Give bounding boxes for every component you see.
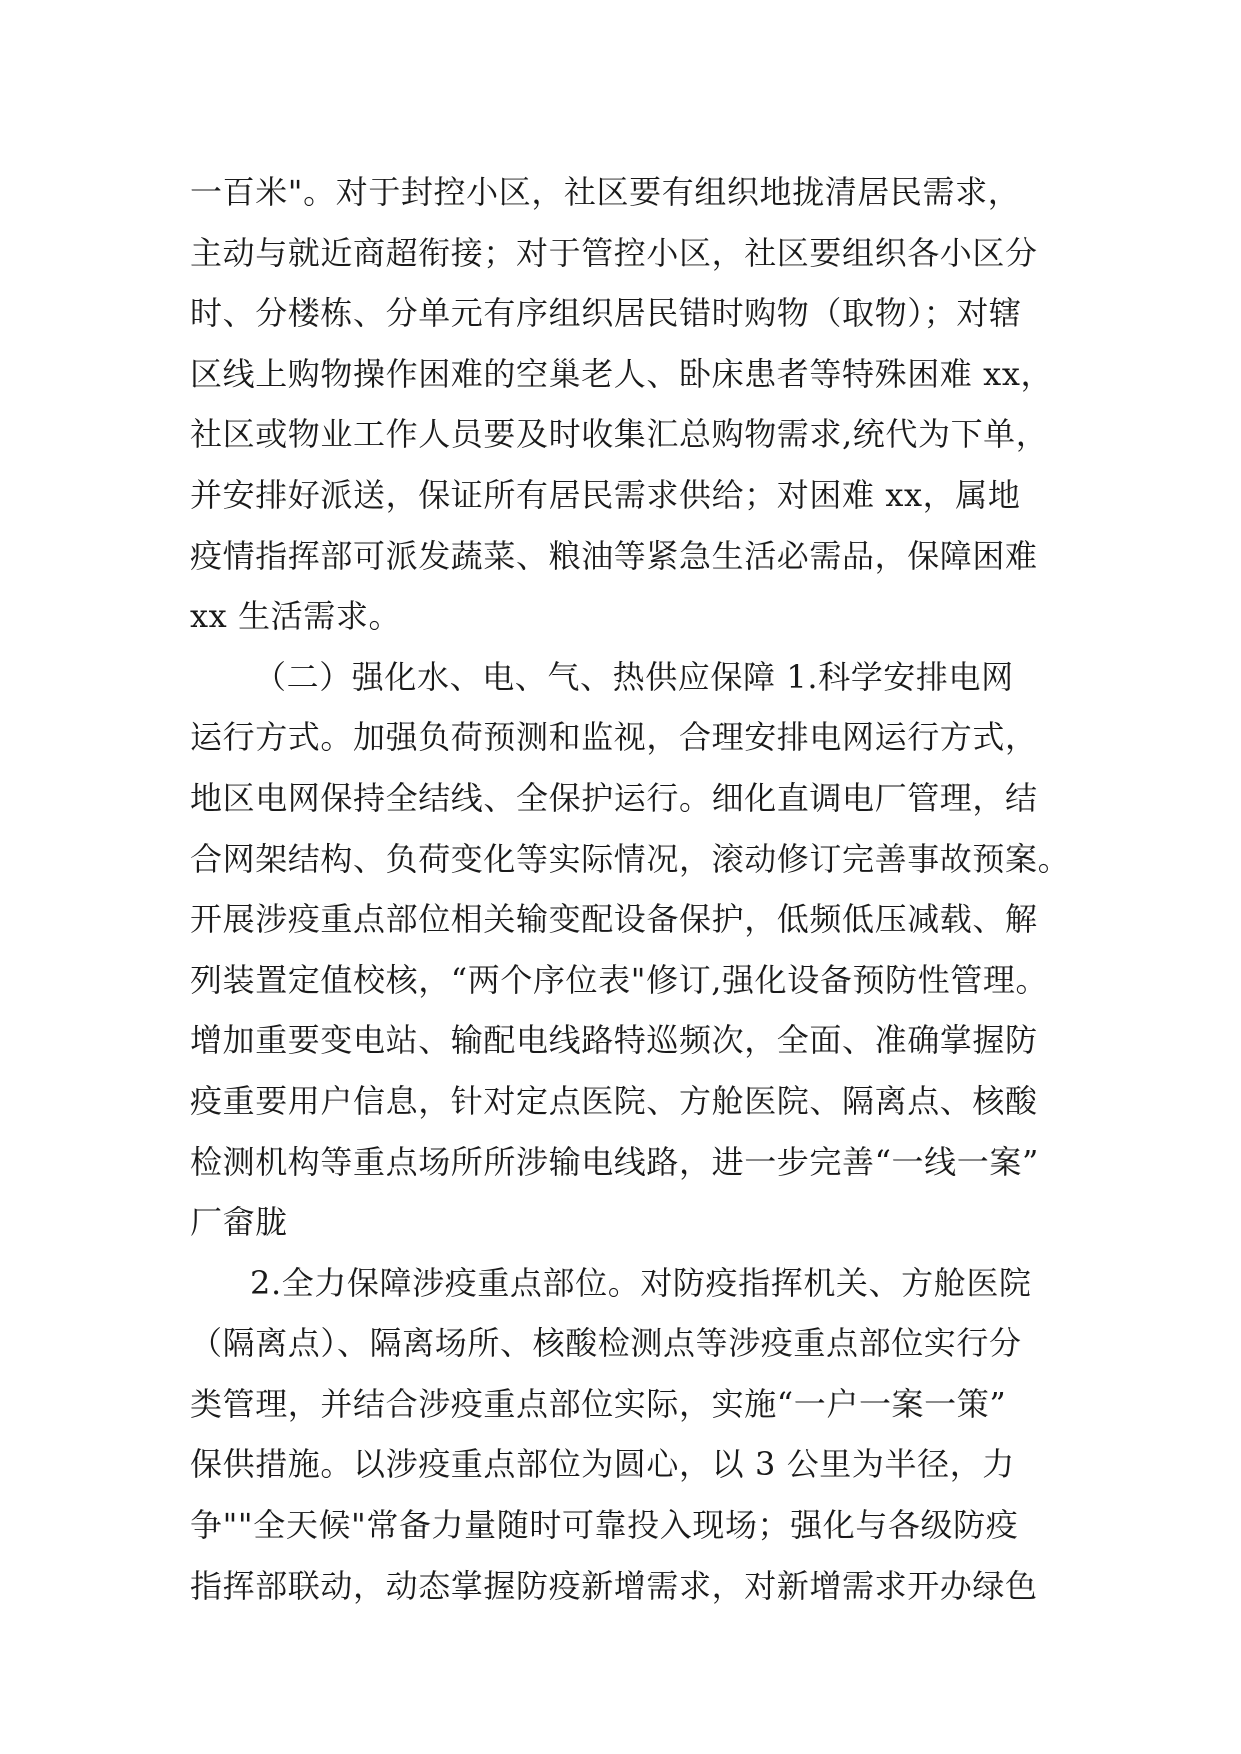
text-line: xx 生活需求。: [190, 597, 402, 636]
text-line: 开展涉疫重点部位相关输变配设备保护，低频低压减载、解: [190, 900, 1038, 939]
text-line: 疫重要用户信息，针对定点医院、方舱医院、隔离点、核酸: [190, 1081, 1038, 1120]
text-line: 增加重要变电站、输配电线路特巡频次，全面、准确掌握防: [190, 1021, 1038, 1060]
text-line: 争""全天候"常备力量随时可靠投入现场；强化与各级防疫: [190, 1506, 1019, 1545]
text-line: 并安排好派送，保证所有居民需求供给；对困难 xx，属地: [190, 475, 1021, 514]
text-line: 列装置定值校核，“两个序位表"修订,强化设备预防性管理。: [190, 960, 1049, 999]
text-line: 运行方式。加强负荷预测和监视，合理安排电网运行方式，: [190, 718, 1038, 757]
text-line: 社区或物业工作人员要及时收集汇总购物需求,统代为下单，: [190, 415, 1049, 454]
text-line: 类管理，并结合涉疫重点部位实际，实施“一户一案一策”: [190, 1384, 1007, 1423]
text-line: 保供措施。以涉疫重点部位为圆心，以 3 公里为半径，力: [190, 1445, 1015, 1484]
body-text: [190, 162, 1071, 1616]
text-line: 合网架结构、负荷变化等实际情况，滚动修订完善事故预案。: [190, 839, 1071, 878]
text-line: 检测机构等重点场所所涉输电线路，进一步完善“一线一案”: [190, 1142, 1039, 1181]
text-line: 区线上购物操作困难的空巢老人、卧床患者等特殊困难 xx，: [190, 354, 1054, 393]
text-line: 时、分楼栋、分单元有序组织居民错时购物（取物）；对辖: [190, 294, 1022, 333]
text-line: 疫情指挥部可派发蔬菜、粮油等紧急生活必需品，保障困难: [190, 536, 1038, 575]
text-line: 主动与就近商超衔接；对于管控小区，社区要组织各小区分: [190, 233, 1038, 272]
text-line: 一百米"。对于封控小区，社区要有组织地拢清居民需求，: [190, 173, 1021, 211]
text-line: 指挥部联动，动态掌握防疫新增需求，对新增需求开办绿色: [190, 1566, 1038, 1605]
text-line: （隔离点）、隔离场所、核酸检测点等涉疫重点部位实行分: [190, 1324, 1022, 1363]
paragraph-start-line: 2.全力保障涉疫重点部位。对防疫指挥机关、方舱医院: [250, 1263, 1032, 1302]
section-heading-line: （二）强化水、电、气、热供应保障 1.科学安排电网: [254, 657, 1014, 696]
text-line: 地区电网保持全结线、全保护运行。细化直调电厂管理，结: [190, 778, 1038, 817]
text-line: 厂畲胧: [190, 1203, 288, 1242]
